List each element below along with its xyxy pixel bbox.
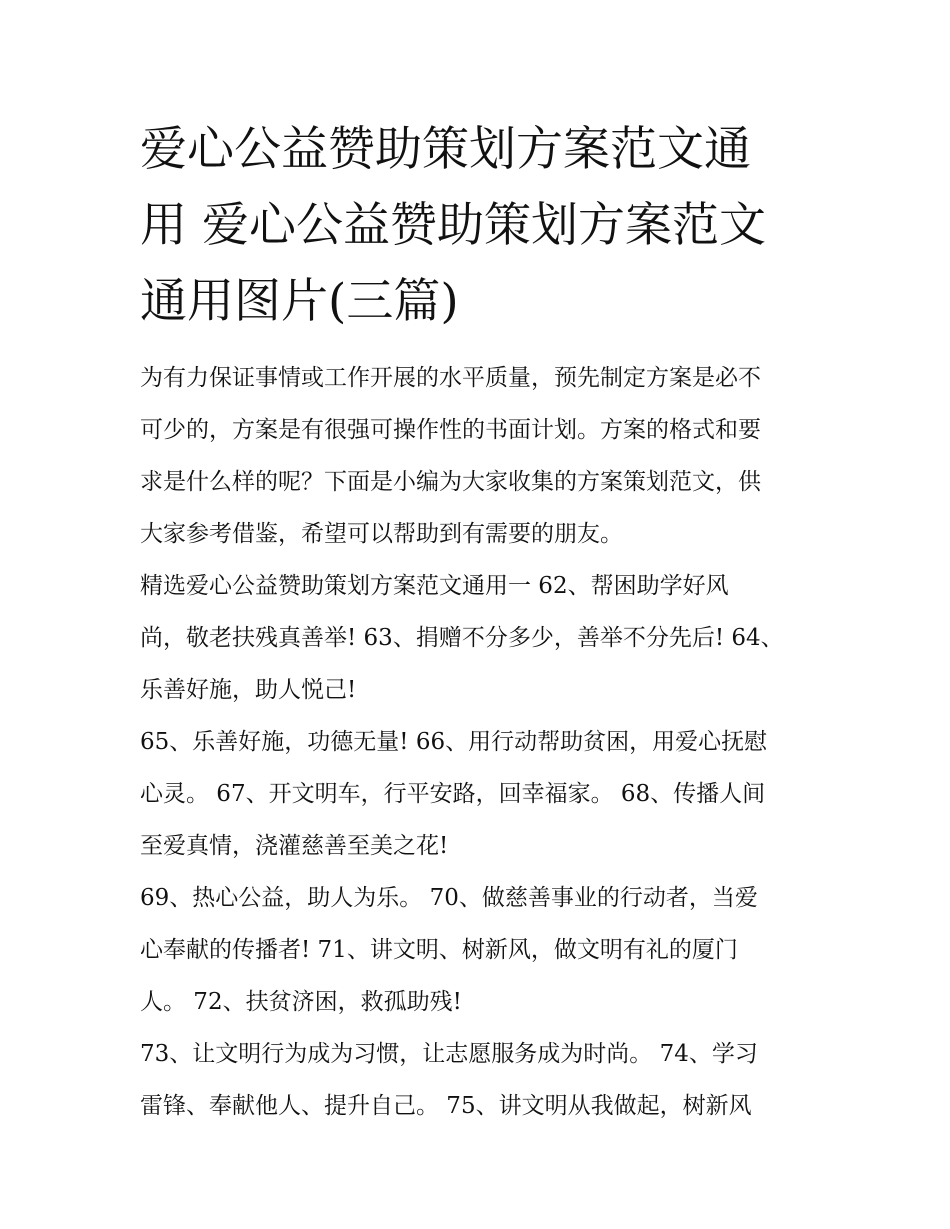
- slogan-paragraph: [140, 1028, 830, 1132]
- text-line: 可少的，方案是有很强可操作性的书面计划。方案的格式和要: [140, 417, 761, 443]
- document-title: [140, 112, 820, 340]
- text-line: 雷锋、奉献他人、提升自己。 75、讲文明从我做起，树新风: [140, 1093, 752, 1119]
- slogan-paragraph: [140, 872, 830, 1028]
- text-line: 为有力保证事情或工作开展的水平质量，预先制定方案是必不: [140, 365, 761, 391]
- text-line: 精选爱心公益赞助策划方案范文通用一 62、帮困助学好风: [140, 573, 729, 599]
- slogan-paragraph: [140, 560, 830, 716]
- text-line: 尚，敬老扶残真善举! 63、捐赠不分多少，善举不分先后! 64、: [140, 625, 784, 651]
- text-line: 大家参考借鉴，希望可以帮助到有需要的朋友。: [140, 521, 623, 547]
- text-line: 心奉献的传播者! 71、讲文明、树新风，做文明有礼的厦门: [140, 937, 738, 963]
- document-body: [140, 352, 830, 1132]
- slogan-paragraph: [140, 716, 830, 872]
- title-line: 用 爱心公益赞助策划方案范文: [140, 198, 766, 253]
- text-line: 求是什么样的呢？下面是小编为大家收集的方案策划范文，供: [140, 469, 761, 495]
- title-line: 爱心公益赞助策划方案范文通: [140, 122, 751, 177]
- text-line: 至爱真情，浇灌慈善至美之花!: [140, 833, 449, 859]
- text-line: 人。 72、扶贫济困，救孤助残!: [140, 989, 462, 1015]
- text-line: 乐善好施，助人悦己!: [140, 677, 357, 703]
- intro-paragraph: [140, 352, 830, 560]
- text-line: 73、让文明行为成为习惯，让志愿服务成为时尚。 74、学习: [140, 1041, 758, 1067]
- text-line: 心灵。 67、开文明车，行平安路，回幸福家。 68、传播人间: [140, 781, 766, 807]
- text-line: 65、乐善好施，功德无量! 66、用行动帮助贫困，用爱心抚慰: [140, 729, 768, 755]
- text-line: 69、热心公益，助人为乐。 70、做慈善事业的行动者，当爱: [140, 885, 758, 911]
- title-line: 通用图片(三篇): [140, 274, 459, 329]
